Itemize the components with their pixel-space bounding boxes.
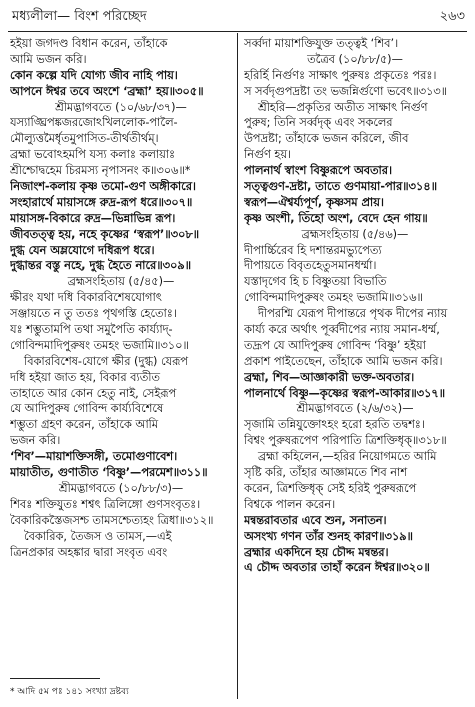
- page-number: ২৬৩: [439, 9, 465, 24]
- text-line: বিকারবিশেষ-যোগে ক্ষীর (দুগ্ধ) যেরূপ: [24, 354, 188, 368]
- verse-line: জীবতত্ত্ব হয়, নহে কৃষ্ণের ‘স্বরূপ’॥৩০৮॥: [10, 227, 200, 241]
- verse-line: এ চৌদ্দ অবতার তাহাঁ করেন ঈশ্বর॥৩২০॥: [244, 561, 430, 575]
- text-line: করেন, ত্রিশক্তিধৃক্ সেই হরিই পুরুষরূপে: [244, 481, 417, 495]
- footnote-rule: [10, 678, 100, 679]
- footnote: * আদি ৫ম পঃ ১৪১ সংখ্যা দ্রষ্টব্য: [10, 687, 129, 697]
- verse-line: কোন কল্পে যদি যোগ্য জীব নাহি পায়।: [10, 68, 178, 82]
- text-line: তাহাতে আর কোন হেতু নাই, সেইরূপ: [10, 386, 177, 400]
- text-line: সৃষ্টি করি, তাঁহার আজ্ঞামতে শিব নাশ: [244, 466, 407, 480]
- citation-line: শ্রীমদ্ভাগবতে (১০/৮৮/৩)—: [58, 481, 184, 495]
- text-line: যস্যাঙ্ঘ্রিপঙ্কজরজোঽখিললোক-পালৈ-: [10, 116, 178, 130]
- text-line: ব্রহ্মা ভবোঽহমপি যস্য কলাঃ কলায়াঃ: [10, 148, 176, 162]
- verse-line: ‘শিব’—মায়াশক্তিসঙ্গী, তমোগুণাবেশ।: [10, 450, 178, 464]
- text-line: তদ্রূপ যে আদিপুরুষ গোবিন্দ ‘বিষ্ণু’ হইয়া: [244, 338, 426, 352]
- citation-line: শ্রীমদ্ভাগবতে (২/৬/৩২)—: [296, 402, 414, 416]
- text-line: গোবিন্দমাদিপুরুষং তমহং ভজামি॥৩১০॥: [10, 338, 189, 352]
- text-line: দীপায়তে বিবৃতহেতুসমানধর্ম্মা।: [244, 259, 377, 273]
- text-line: দধি হইয়া জাত হয়, বিকার ব্যতীত: [10, 370, 160, 384]
- header-rule: [8, 31, 467, 32]
- verse-line: ব্রহ্মার একদিনে হয় চৌদ্দ মন্বন্তর।: [244, 545, 389, 559]
- text-line: যঃ শম্ভুতামপি তথা সমুপৈতি কার্য্যাদ্-: [10, 323, 173, 337]
- text-line: মৌল্যুত্তমৈর্ধৃতমুপাসিত-তীর্থতীর্থম্।: [10, 132, 159, 146]
- verse-line: স্বরূপ—ঐশ্বর্য্যপূর্ণ, কৃষ্ণসম প্রায়।: [244, 195, 384, 209]
- left-column: [10, 36, 232, 560]
- verse-line: মায়াসঙ্গ-বিকারে রুদ্র—ভিন্নাভিন্ন রূপ।: [10, 211, 176, 225]
- text-line: ব্রহ্মা কহিলেন,—হরির নিয়োগমতে আমি: [258, 450, 437, 464]
- text-line: বৈকারিক, তৈজস ও তামস,—এই: [24, 529, 172, 543]
- text-line: দীপার্চ্চিরেব হি দশান্তরমভ্যুপেত্য: [244, 243, 382, 257]
- text-line: সৃজামি তন্নিযুক্তোঽহং হরো হরতি তদ্বশঃ।: [244, 418, 425, 432]
- citation-line: তত্রৈব (১০/৮৮/৫)—: [307, 52, 403, 66]
- text-line: হইয়া জগদণ্ড বিধান করেন, তাঁহাকে: [10, 37, 168, 50]
- text-line: সঞ্জায়তে ন তু ততঃ পৃথগস্তি হেতোঃ।: [10, 307, 177, 321]
- verse-line: মায়াতীত, গুণাতীত ‘বিষ্ণু’—পরমেশ॥৩১১॥: [10, 466, 208, 480]
- text-line: দীপরশ্মি যেরূপ দীপান্তরে পৃথক দীপের ন্যায়: [258, 307, 448, 321]
- text-line: আমি ভজন করি।: [10, 52, 87, 66]
- verse-line: নিজাংশ-কলায় কৃষ্ণ তমো-গুণ অঙ্গীকারে।: [10, 180, 196, 194]
- text-line: পুরুষ; তিনি সর্ব্বদৃক্ এবং সকলের: [244, 116, 393, 130]
- text-line: যস্তাদৃগেব হি চ বিষ্ণুতয়া বিভাতি: [244, 275, 387, 289]
- text-line: প্রকাশ পাইতেছেন, তাঁহাকে আমি ভজন করি।: [244, 354, 443, 368]
- verse-line: পালনার্থ স্বাংশ বিষ্ণুরূপে অবতার।: [244, 164, 393, 178]
- text-line: শ্রীহরি—প্রকৃতির অতীত সাক্ষাৎ নির্গুণ: [258, 100, 428, 114]
- page-header: [12, 7, 465, 31]
- column-divider: [237, 33, 238, 699]
- text-line: ভজন করি।: [10, 434, 61, 448]
- text-line: উপদ্রষ্টা; তাঁহাকে ভজন করিলে, জীব: [244, 132, 409, 146]
- citation-line: ব্রহ্মসংহিতায় (৫/৪৫)—: [67, 275, 175, 289]
- text-line: সর্ব্বদা মায়াশক্তিযুক্ত তত্ত্বই ‘শিব’।: [244, 37, 399, 50]
- verse-line: দুগ্ধ যেন অম্লযোগে দধিরূপ ধরে।: [10, 243, 155, 257]
- text-line: বিশ্বং পুরুষরূপেণ পরিপাতি ত্রিশক্তিধৃক্॥৩১৮॥: [244, 434, 447, 448]
- text-line: কার্য্য করে অর্থাৎ পূর্ব্বদীপের ন্যায় সমান-ধর্ম্ম,: [244, 323, 440, 337]
- text-line: ত্রিনপ্রকার অহঙ্কার দ্বারা সংবৃত এবং: [10, 545, 168, 559]
- verse-line: পালনার্থে বিষ্ণু—কৃষ্ণের স্বরূপ-আকার॥৩১৭॥: [244, 386, 446, 400]
- verse-line: সত্ত্বগুণ-দ্রষ্টা, তাতে গুণমায়া-পার॥৩১৪॥: [244, 180, 437, 194]
- verse-line: আপনে ঈশ্বর তবে অংশে ‘ব্রহ্মা’ হয়॥৩০৫॥: [10, 84, 204, 98]
- text-line: শম্ভুতা গ্রহণ করেন, তাঁহাকে আমি: [10, 418, 159, 432]
- verse-line: সংহারার্থে মায়াসঙ্গে রুদ্র-রূপ ধরে॥৩০৭॥: [10, 195, 193, 209]
- text-line: গোবিন্দমাদিপুরুষং তমহং ভজামি॥৩১৬॥: [244, 291, 423, 305]
- text-line: শ্রীশ্চোদ্বহেম চিরমস্য নৃপাসনং ক॥৩০৬॥*: [10, 164, 191, 178]
- citation-line: ব্রহ্মসংহিতায় (৫/৪৬)—: [301, 227, 409, 241]
- citation-line: শ্রীমদ্ভাগবতে (১০/৬৮/৩৭)—: [55, 100, 187, 114]
- text-line: হরির্হি নির্গুণঃ সাক্ষাৎ পুরুষঃ প্রকৃতেঃ পরঃ।: [244, 68, 437, 82]
- running-title: মধ্যলীলা— বিংশ পরিচ্ছেদ: [12, 9, 147, 24]
- text-line: বৈকারিকস্তৈজসশ্চ তামসশ্চেত্যহং ত্রিধা॥৩১২॥: [10, 513, 214, 527]
- verse-line: ব্রহ্মা, শিব—আজ্ঞাকারী ভক্ত-অবতার।: [244, 370, 415, 384]
- text-line: বিশ্বকে পালন করেন।: [244, 497, 336, 511]
- verse-line: দুগ্ধান্তর বস্তু নহে, দুগ্ধ হৈতে নারে॥৩০৯॥: [10, 259, 192, 273]
- text-line: যে আদিপুরুষ গোবিন্দ কার্য্যবিশেষে: [10, 402, 164, 416]
- text-line: ক্ষীরং যথা দধি বিকারবিশেষযোগাৎ: [10, 291, 162, 305]
- right-column: [244, 36, 466, 576]
- verse-line: অসংখ্য গণন তাঁর শুনহ কারণ॥৩১৯॥: [244, 529, 413, 543]
- text-line: স সর্বদৃগুপদ্রষ্টা তং ভজন্নির্গুণো ভবেৎ॥৩১৩॥: [244, 84, 448, 98]
- verse-line: কৃষ্ণ অংশী, তিঁহো অংশ, বেদে হেন গায়॥: [244, 211, 428, 225]
- text-line: শিবঃ শক্তিযুতঃ শশ্বৎ ত্রিলিঙ্গো গুণসংবৃতঃ।: [10, 497, 201, 511]
- verse-line: মন্বন্তরাবতার এবে শুন, সনাতন।: [244, 513, 387, 527]
- text-line: নির্গুণ হয়।: [244, 148, 292, 162]
